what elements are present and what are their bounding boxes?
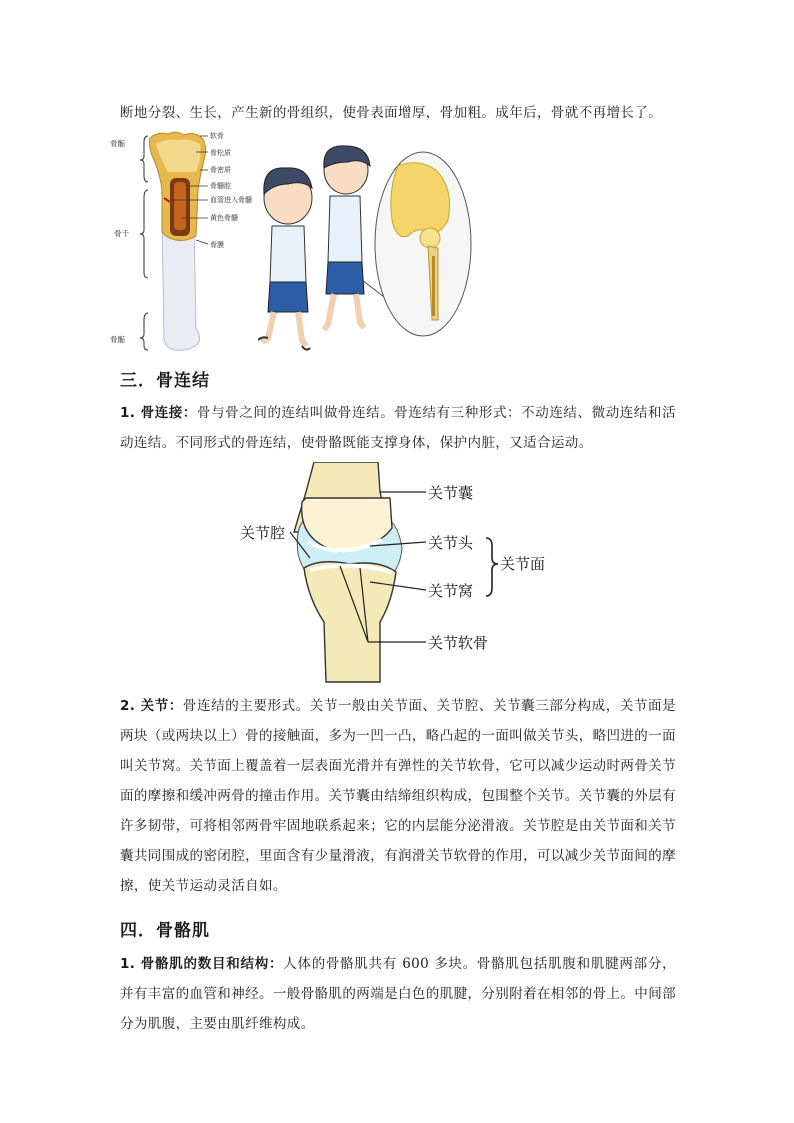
label-joint-surface: 关节面 (500, 555, 546, 573)
label-epiphysis-top: 骨骺 (110, 139, 125, 148)
label-joint-capsule: 关节囊 (428, 484, 474, 502)
small-boy-figure (258, 168, 312, 350)
label-epiphysis-bottom: 骨骺 (110, 335, 125, 344)
label-diaphysis: 骨干 (114, 229, 129, 238)
growing-child-illustration (258, 140, 473, 358)
joint-lead: 2. 关节： (120, 698, 183, 714)
joint-structure-diagram (230, 462, 560, 684)
skeletal-muscle-text: 人体的骨骼肌共有 600 多块。骨骼肌包括肌腹和肌腱两部分，并有丰富的血管和神经。一般骨骼肌的两端是白色的肌腱，分别附着在相邻的骨上。中间部分为肌腹，主要由肌纤维构成。 (120, 956, 676, 1032)
hip-joint-magnified (375, 152, 471, 336)
label-joint-socket: 关节窝 (428, 582, 474, 600)
section-4-paragraph-1 (120, 949, 676, 1039)
section-4-heading: 四．骨骼肌 (120, 921, 210, 941)
joint-text: 骨连结的主要形式。关节一般由关节面、关节腔、关节囊三部分构成，关节面是两块（或两块以上）骨的接触面，多为一凹一凸，略凸起的一面叫做关节头，略凹进的一面叫关节窝。关节面上覆盖着一层表面光滑并有弹性的关节软骨，它可以减少运动时两骨关节面的摩擦和缓冲两骨的撞击作用。关节囊由结缔组织构成，包围整个关节。关节囊的外层有许多韧带，可将相邻两骨牢固地联系起来；它的内层能分泌滑液。关节腔是由关节面和关节囊共同围成的密闭腔，里面含有少量滑液，有润滑关节软骨的作用，可以减少关节面间的摩擦，使关节运动灵活自如。 (120, 698, 677, 894)
skeletal-muscle-lead: 1. 骨骼肌的数目和结构： (120, 956, 284, 972)
section-3-heading: 三．骨连结 (120, 371, 210, 391)
label-joint-head: 关节头 (428, 534, 474, 552)
label-periosteum: 骨膜 (210, 241, 224, 249)
intro-paragraph: 断地分裂、生长，产生新的骨组织，使骨表面增厚，骨加粗。成年后，骨就不再增长了。 (120, 105, 663, 121)
label-blood-vessel: 血管进入骨髓 (210, 196, 252, 204)
label-joint-cavity: 关节腔 (240, 524, 286, 542)
bone-connection-text: 骨与骨之间的连结叫做骨连结。骨连结有三种形式：不动连结、微动连结和活动连结。不同形式的骨连结，使骨骼既能支撑身体，保护内脏，又适合运动。 (120, 405, 676, 451)
long-bone-diagram (110, 128, 260, 353)
label-cartilage: 软骨 (210, 132, 224, 140)
section-3-paragraph-1 (120, 398, 676, 458)
label-joint-cartilage: 关节软骨 (428, 634, 489, 652)
label-spongy-bone: 骨松质 (210, 149, 231, 157)
label-yellow-marrow: 黄色骨髓 (210, 214, 238, 222)
bone-connection-lead: 1. 骨连接： (120, 405, 197, 421)
section-3-paragraph-2 (120, 691, 676, 901)
label-compact-bone: 骨密质 (210, 166, 231, 174)
label-marrow-cavity: 骨髓腔 (210, 182, 231, 190)
